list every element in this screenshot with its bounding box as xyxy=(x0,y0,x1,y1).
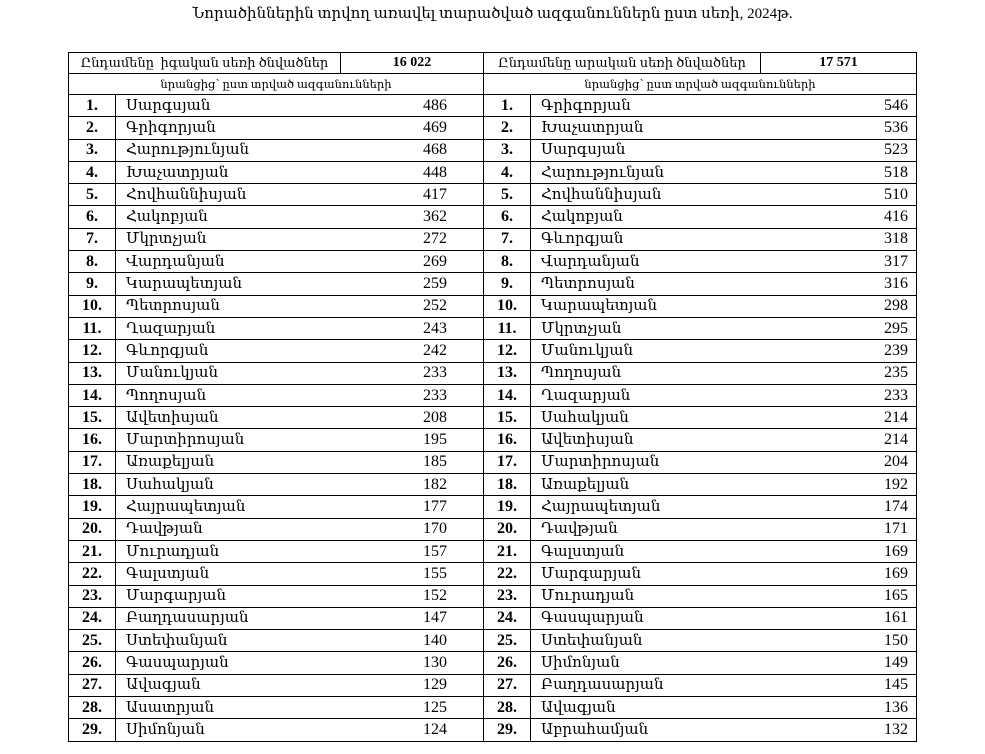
male-subheader: նրանցից՝ ըստ տրված ազգանունների xyxy=(484,74,917,95)
female-rank: 14. xyxy=(69,384,116,406)
male-surname: Կարապետյան xyxy=(531,295,761,317)
male-rank: 9. xyxy=(484,273,531,295)
male-rank: 2. xyxy=(484,117,531,139)
male-rank: 16. xyxy=(484,429,531,451)
female-surname: Պետրոսյան xyxy=(116,295,341,317)
female-count: 129 xyxy=(341,674,484,696)
female-surname: Պողոսյան xyxy=(116,384,341,406)
male-surname: Հարությունյան xyxy=(531,161,761,183)
table-row xyxy=(69,273,917,295)
male-rank: 25. xyxy=(484,630,531,652)
female-surname: Սարգսյան xyxy=(116,95,341,117)
male-total-value: 17 571 xyxy=(761,53,917,74)
female-surname: Ասատրյան xyxy=(116,697,341,719)
female-surname: Կարապետյան xyxy=(116,273,341,295)
male-surname: Դավթյան xyxy=(531,518,761,540)
female-count: 242 xyxy=(341,340,484,362)
female-rank: 9. xyxy=(69,273,116,295)
female-surname: Հայրապետյան xyxy=(116,496,341,518)
table-row xyxy=(69,362,917,384)
male-count: 161 xyxy=(761,607,917,629)
male-rank: 1. xyxy=(484,95,531,117)
female-surname: Առաքելյան xyxy=(116,451,341,473)
table-row xyxy=(69,139,917,161)
table-row xyxy=(69,451,917,473)
table-row xyxy=(69,496,917,518)
female-count: 185 xyxy=(341,451,484,473)
table-row xyxy=(69,652,917,674)
female-count: 195 xyxy=(341,429,484,451)
table-row xyxy=(69,674,917,696)
female-surname: Հակոբյան xyxy=(116,206,341,228)
male-surname: Հայրապետյան xyxy=(531,496,761,518)
male-count: 510 xyxy=(761,184,917,206)
male-rank: 4. xyxy=(484,161,531,183)
female-rank: 20. xyxy=(69,518,116,540)
male-rank: 24. xyxy=(484,607,531,629)
female-rank: 11. xyxy=(69,317,116,339)
female-surname: Սահակյան xyxy=(116,474,341,496)
male-rank: 18. xyxy=(484,474,531,496)
male-surname: Ավետիսյան xyxy=(531,429,761,451)
male-surname: Ստեփանյան xyxy=(531,630,761,652)
male-count: 171 xyxy=(761,518,917,540)
male-rank: 23. xyxy=(484,585,531,607)
female-count: 177 xyxy=(341,496,484,518)
female-rank: 18. xyxy=(69,474,116,496)
male-count: 317 xyxy=(761,251,917,273)
male-count: 145 xyxy=(761,674,917,696)
male-rank: 20. xyxy=(484,518,531,540)
female-surname: Գևորգյան xyxy=(116,340,341,362)
table-row xyxy=(69,206,917,228)
male-count: 132 xyxy=(761,719,917,741)
male-surname: Պողոսյան xyxy=(531,362,761,384)
female-subheader: նրանցից՝ ըստ տրված ազգանունների xyxy=(69,74,484,95)
female-rank: 1. xyxy=(69,95,116,117)
male-surname: Մանուկյան xyxy=(531,340,761,362)
male-rank: 8. xyxy=(484,251,531,273)
female-rank: 26. xyxy=(69,652,116,674)
female-total-value: 16 022 xyxy=(341,53,484,74)
male-rank: 6. xyxy=(484,206,531,228)
table-row xyxy=(69,295,917,317)
female-count: 157 xyxy=(341,540,484,562)
male-surname: Գևորգյան xyxy=(531,228,761,250)
female-count: 152 xyxy=(341,585,484,607)
female-count: 147 xyxy=(341,607,484,629)
female-surname: Մանուկյան xyxy=(116,362,341,384)
female-count: 468 xyxy=(341,139,484,161)
page-title: Նորածիններին տրվող առավել տարածված ազգանուններն ըստ սեռի, 2024թ. xyxy=(192,6,793,22)
female-count: 130 xyxy=(341,652,484,674)
female-count: 362 xyxy=(341,206,484,228)
female-rank: 24. xyxy=(69,607,116,629)
table-row xyxy=(69,117,917,139)
female-count: 448 xyxy=(341,161,484,183)
male-rank: 3. xyxy=(484,139,531,161)
female-rank: 23. xyxy=(69,585,116,607)
female-rank: 7. xyxy=(69,228,116,250)
male-count: 214 xyxy=(761,429,917,451)
male-surname: Գասպարյան xyxy=(531,607,761,629)
table-row xyxy=(69,384,917,406)
female-rank: 27. xyxy=(69,674,116,696)
male-surname: Սարգսյան xyxy=(531,139,761,161)
female-surname: Ավագյան xyxy=(116,674,341,696)
table-row xyxy=(69,518,917,540)
male-rank: 29. xyxy=(484,719,531,741)
male-surname: Ավագյան xyxy=(531,697,761,719)
female-surname: Գասպարյան xyxy=(116,652,341,674)
table-row xyxy=(69,317,917,339)
male-surname: Սահակյան xyxy=(531,407,761,429)
table-row xyxy=(69,540,917,562)
table-row xyxy=(69,630,917,652)
female-surname: Ստեփանյան xyxy=(116,630,341,652)
male-rank: 19. xyxy=(484,496,531,518)
female-count: 259 xyxy=(341,273,484,295)
male-count: 523 xyxy=(761,139,917,161)
female-count: 269 xyxy=(341,251,484,273)
table-row xyxy=(69,407,917,429)
male-count: 233 xyxy=(761,384,917,406)
male-count: 192 xyxy=(761,474,917,496)
male-surname: Գրիգորյան xyxy=(531,95,761,117)
female-count: 233 xyxy=(341,362,484,384)
female-rank: 17. xyxy=(69,451,116,473)
female-rank: 19. xyxy=(69,496,116,518)
male-count: 169 xyxy=(761,540,917,562)
female-rank: 2. xyxy=(69,117,116,139)
male-count: 318 xyxy=(761,228,917,250)
totals-row xyxy=(69,53,917,74)
male-rank: 7. xyxy=(484,228,531,250)
female-surname: Հարությունյան xyxy=(116,139,341,161)
female-count: 170 xyxy=(341,518,484,540)
table-row xyxy=(69,251,917,273)
female-total-label: Ընդամենը իգական սեռի ծնվածներ xyxy=(69,53,341,74)
table-row xyxy=(69,697,917,719)
male-surname: Պետրոսյան xyxy=(531,273,761,295)
female-rank: 21. xyxy=(69,540,116,562)
male-surname: Մարգարյան xyxy=(531,563,761,585)
female-rank: 25. xyxy=(69,630,116,652)
female-surname: Դավթյան xyxy=(116,518,341,540)
male-surname: Ղազարյան xyxy=(531,384,761,406)
male-count: 416 xyxy=(761,206,917,228)
male-count: 204 xyxy=(761,451,917,473)
female-surname: Ավետիսյան xyxy=(116,407,341,429)
female-surname: Մկրտչյան xyxy=(116,228,341,250)
male-rank: 11. xyxy=(484,317,531,339)
male-surname: Մուրադյան xyxy=(531,585,761,607)
male-count: 165 xyxy=(761,585,917,607)
female-rank: 8. xyxy=(69,251,116,273)
female-count: 155 xyxy=(341,563,484,585)
female-count: 208 xyxy=(341,407,484,429)
male-rank: 17. xyxy=(484,451,531,473)
male-count: 546 xyxy=(761,95,917,117)
female-count: 233 xyxy=(341,384,484,406)
table-row xyxy=(69,161,917,183)
female-rank: 6. xyxy=(69,206,116,228)
female-surname: Մարտիրոսյան xyxy=(116,429,341,451)
male-total-label: Ընդամենը արական սեռի ծնվածներ xyxy=(484,53,761,74)
table-row xyxy=(69,585,917,607)
table-row xyxy=(69,95,917,117)
male-count: 298 xyxy=(761,295,917,317)
female-count: 182 xyxy=(341,474,484,496)
male-rank: 27. xyxy=(484,674,531,696)
female-surname: Գրիգորյան xyxy=(116,117,341,139)
male-surname: Աբրահամյան xyxy=(531,719,761,741)
female-rank: 28. xyxy=(69,697,116,719)
female-rank: 16. xyxy=(69,429,116,451)
male-surname: Հովհաննիսյան xyxy=(531,184,761,206)
male-rank: 22. xyxy=(484,563,531,585)
surname-table xyxy=(68,52,917,742)
female-rank: 10. xyxy=(69,295,116,317)
female-surname: Ղազարյան xyxy=(116,317,341,339)
male-count: 295 xyxy=(761,317,917,339)
male-rank: 5. xyxy=(484,184,531,206)
male-surname: Մարտիրոսյան xyxy=(531,451,761,473)
female-rank: 4. xyxy=(69,161,116,183)
table-body xyxy=(69,53,917,742)
female-rank: 13. xyxy=(69,362,116,384)
female-surname: Մուրադյան xyxy=(116,540,341,562)
male-surname: Վարդանյան xyxy=(531,251,761,273)
male-rank: 26. xyxy=(484,652,531,674)
female-rank: 22. xyxy=(69,563,116,585)
female-count: 469 xyxy=(341,117,484,139)
male-rank: 10. xyxy=(484,295,531,317)
male-count: 174 xyxy=(761,496,917,518)
male-surname: Գալստյան xyxy=(531,540,761,562)
female-rank: 12. xyxy=(69,340,116,362)
male-count: 214 xyxy=(761,407,917,429)
male-surname: Առաքելյան xyxy=(531,474,761,496)
female-surname: Սիմոնյան xyxy=(116,719,341,741)
male-surname: Բաղդասարյան xyxy=(531,674,761,696)
male-count: 239 xyxy=(761,340,917,362)
male-rank: 15. xyxy=(484,407,531,429)
male-surname: Խաչատրյան xyxy=(531,117,761,139)
male-count: 536 xyxy=(761,117,917,139)
table-row xyxy=(69,340,917,362)
female-surname: Վարդանյան xyxy=(116,251,341,273)
table-row xyxy=(69,607,917,629)
female-count: 124 xyxy=(341,719,484,741)
male-rank: 14. xyxy=(484,384,531,406)
female-surname: Խաչատրյան xyxy=(116,161,341,183)
female-surname: Մարգարյան xyxy=(116,585,341,607)
subheader-row xyxy=(69,74,917,95)
female-count: 272 xyxy=(341,228,484,250)
female-surname: Հովհաննիսյան xyxy=(116,184,341,206)
female-count: 486 xyxy=(341,95,484,117)
male-surname: Մկրտչյան xyxy=(531,317,761,339)
female-count: 252 xyxy=(341,295,484,317)
male-surname: Հակոբյան xyxy=(531,206,761,228)
male-count: 150 xyxy=(761,630,917,652)
female-count: 140 xyxy=(341,630,484,652)
table-row xyxy=(69,719,917,741)
table-row xyxy=(69,228,917,250)
male-rank: 12. xyxy=(484,340,531,362)
male-count: 149 xyxy=(761,652,917,674)
male-count: 518 xyxy=(761,161,917,183)
table-row xyxy=(69,563,917,585)
female-rank: 5. xyxy=(69,184,116,206)
table-row xyxy=(69,429,917,451)
male-surname: Սիմոնյան xyxy=(531,652,761,674)
female-count: 243 xyxy=(341,317,484,339)
female-count: 417 xyxy=(341,184,484,206)
table-row xyxy=(69,474,917,496)
female-rank: 29. xyxy=(69,719,116,741)
male-count: 136 xyxy=(761,697,917,719)
male-rank: 13. xyxy=(484,362,531,384)
female-surname: Գալստյան xyxy=(116,563,341,585)
female-rank: 3. xyxy=(69,139,116,161)
male-rank: 21. xyxy=(484,540,531,562)
male-count: 235 xyxy=(761,362,917,384)
male-count: 316 xyxy=(761,273,917,295)
table-row xyxy=(69,184,917,206)
female-count: 125 xyxy=(341,697,484,719)
male-count: 169 xyxy=(761,563,917,585)
male-rank: 28. xyxy=(484,697,531,719)
female-rank: 15. xyxy=(69,407,116,429)
female-surname: Բաղդասարյան xyxy=(116,607,341,629)
